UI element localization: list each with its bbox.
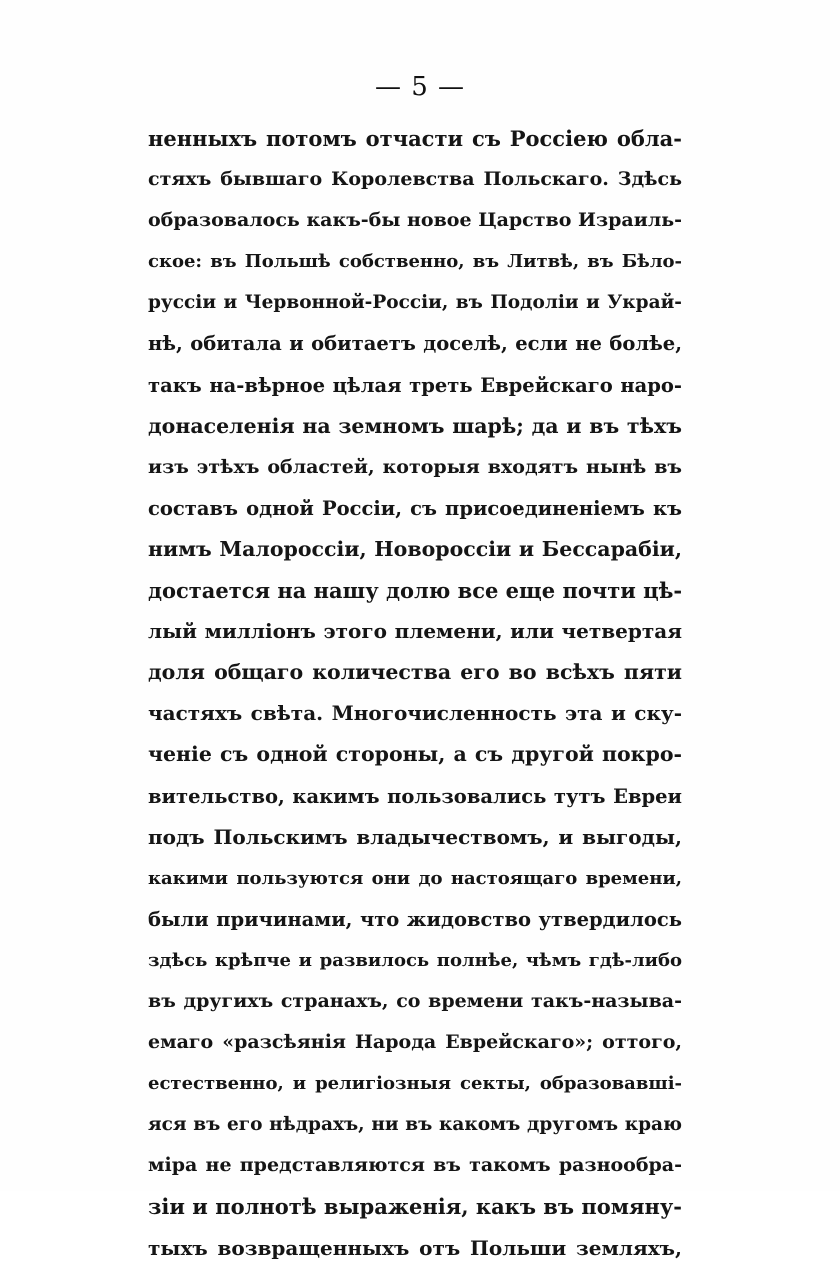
text-line: частяхъ свѣта. Многочисленность эта и ску- (148, 701, 682, 726)
text-line: нимъ Малороссiи, Новороссiи и Бессарабiи, (148, 536, 682, 561)
text-line: зiи и полнотѣ выраженiя, какъ въ помяну- (148, 1194, 682, 1220)
text-line: ское: въ Польшѣ собственно, въ Литвѣ, въ Бѣло- (148, 251, 682, 273)
text-line: такъ на-вѣрное цѣлая треть Еврейскаго наро- (148, 373, 682, 397)
text-line: доля общаго количества его во всѣхъ пяти (148, 660, 682, 685)
text-line: мiра не представляются въ такомъ разнообра- (148, 1154, 682, 1177)
text-line: въ другихъ странахъ, со времени такъ-называ- (148, 989, 682, 1012)
text-line: стяхъ бывшаго Королевства Польскаго. Здѣсь (148, 168, 682, 191)
text-line: составъ одной Россiи, съ присоединенiемъ къ (148, 496, 682, 520)
text-line: достается на нашу долю все еще почти цѣ- (148, 578, 683, 604)
text-line: руссiи и Червонной-Россiи, въ Подолiи и Украй- (148, 292, 682, 314)
text-line: изъ этѣхъ областей, которыя входятъ нынѣ въ (148, 455, 682, 478)
body-text (148, 118, 682, 1269)
text-line: лый миллiонъ этого племени, или четвертая (148, 619, 682, 644)
text-line: емаго «разсѣянiя Народа Еврейскаго»; оттого, (148, 1031, 682, 1054)
text-line: яся въ его нѣдрахъ, ни въ какомъ другомъ краю (148, 1114, 682, 1136)
text-line: образовалось какъ-бы новое Царство Израиль- (148, 209, 682, 232)
text-line: естественно, и религiозныя секты, образовавшi- (148, 1073, 682, 1095)
text-line: нѣ, обитала и обитаетъ доселѣ, если не болѣе, (148, 332, 682, 356)
text-line: вительство, какимъ пользовались тутъ Евреи (148, 784, 682, 808)
text-line: ненныхъ потомъ отчасти съ Россiею обла- (148, 126, 682, 151)
text-line: были причинами, что жидовство утвердилось (148, 907, 682, 931)
text-line: тыхъ возвращенныхъ отъ Польши земляхъ, (148, 1235, 682, 1260)
page-number: — 5 — (374, 72, 466, 102)
text-line: донаселенiя на земномъ шарѣ; да и въ тѣхъ (148, 413, 682, 438)
text-line: ченiе съ одной стороны, а съ другой покро- (148, 742, 682, 767)
text-line: какими пользуются они до настоящаго времени, (148, 867, 682, 889)
text-line: здѣсь крѣпче и развилось полнѣе, чѣмъ гдѣ-либо (148, 949, 682, 971)
text-line: подъ Польскимъ владычествомъ, и выгоды, (148, 824, 682, 849)
